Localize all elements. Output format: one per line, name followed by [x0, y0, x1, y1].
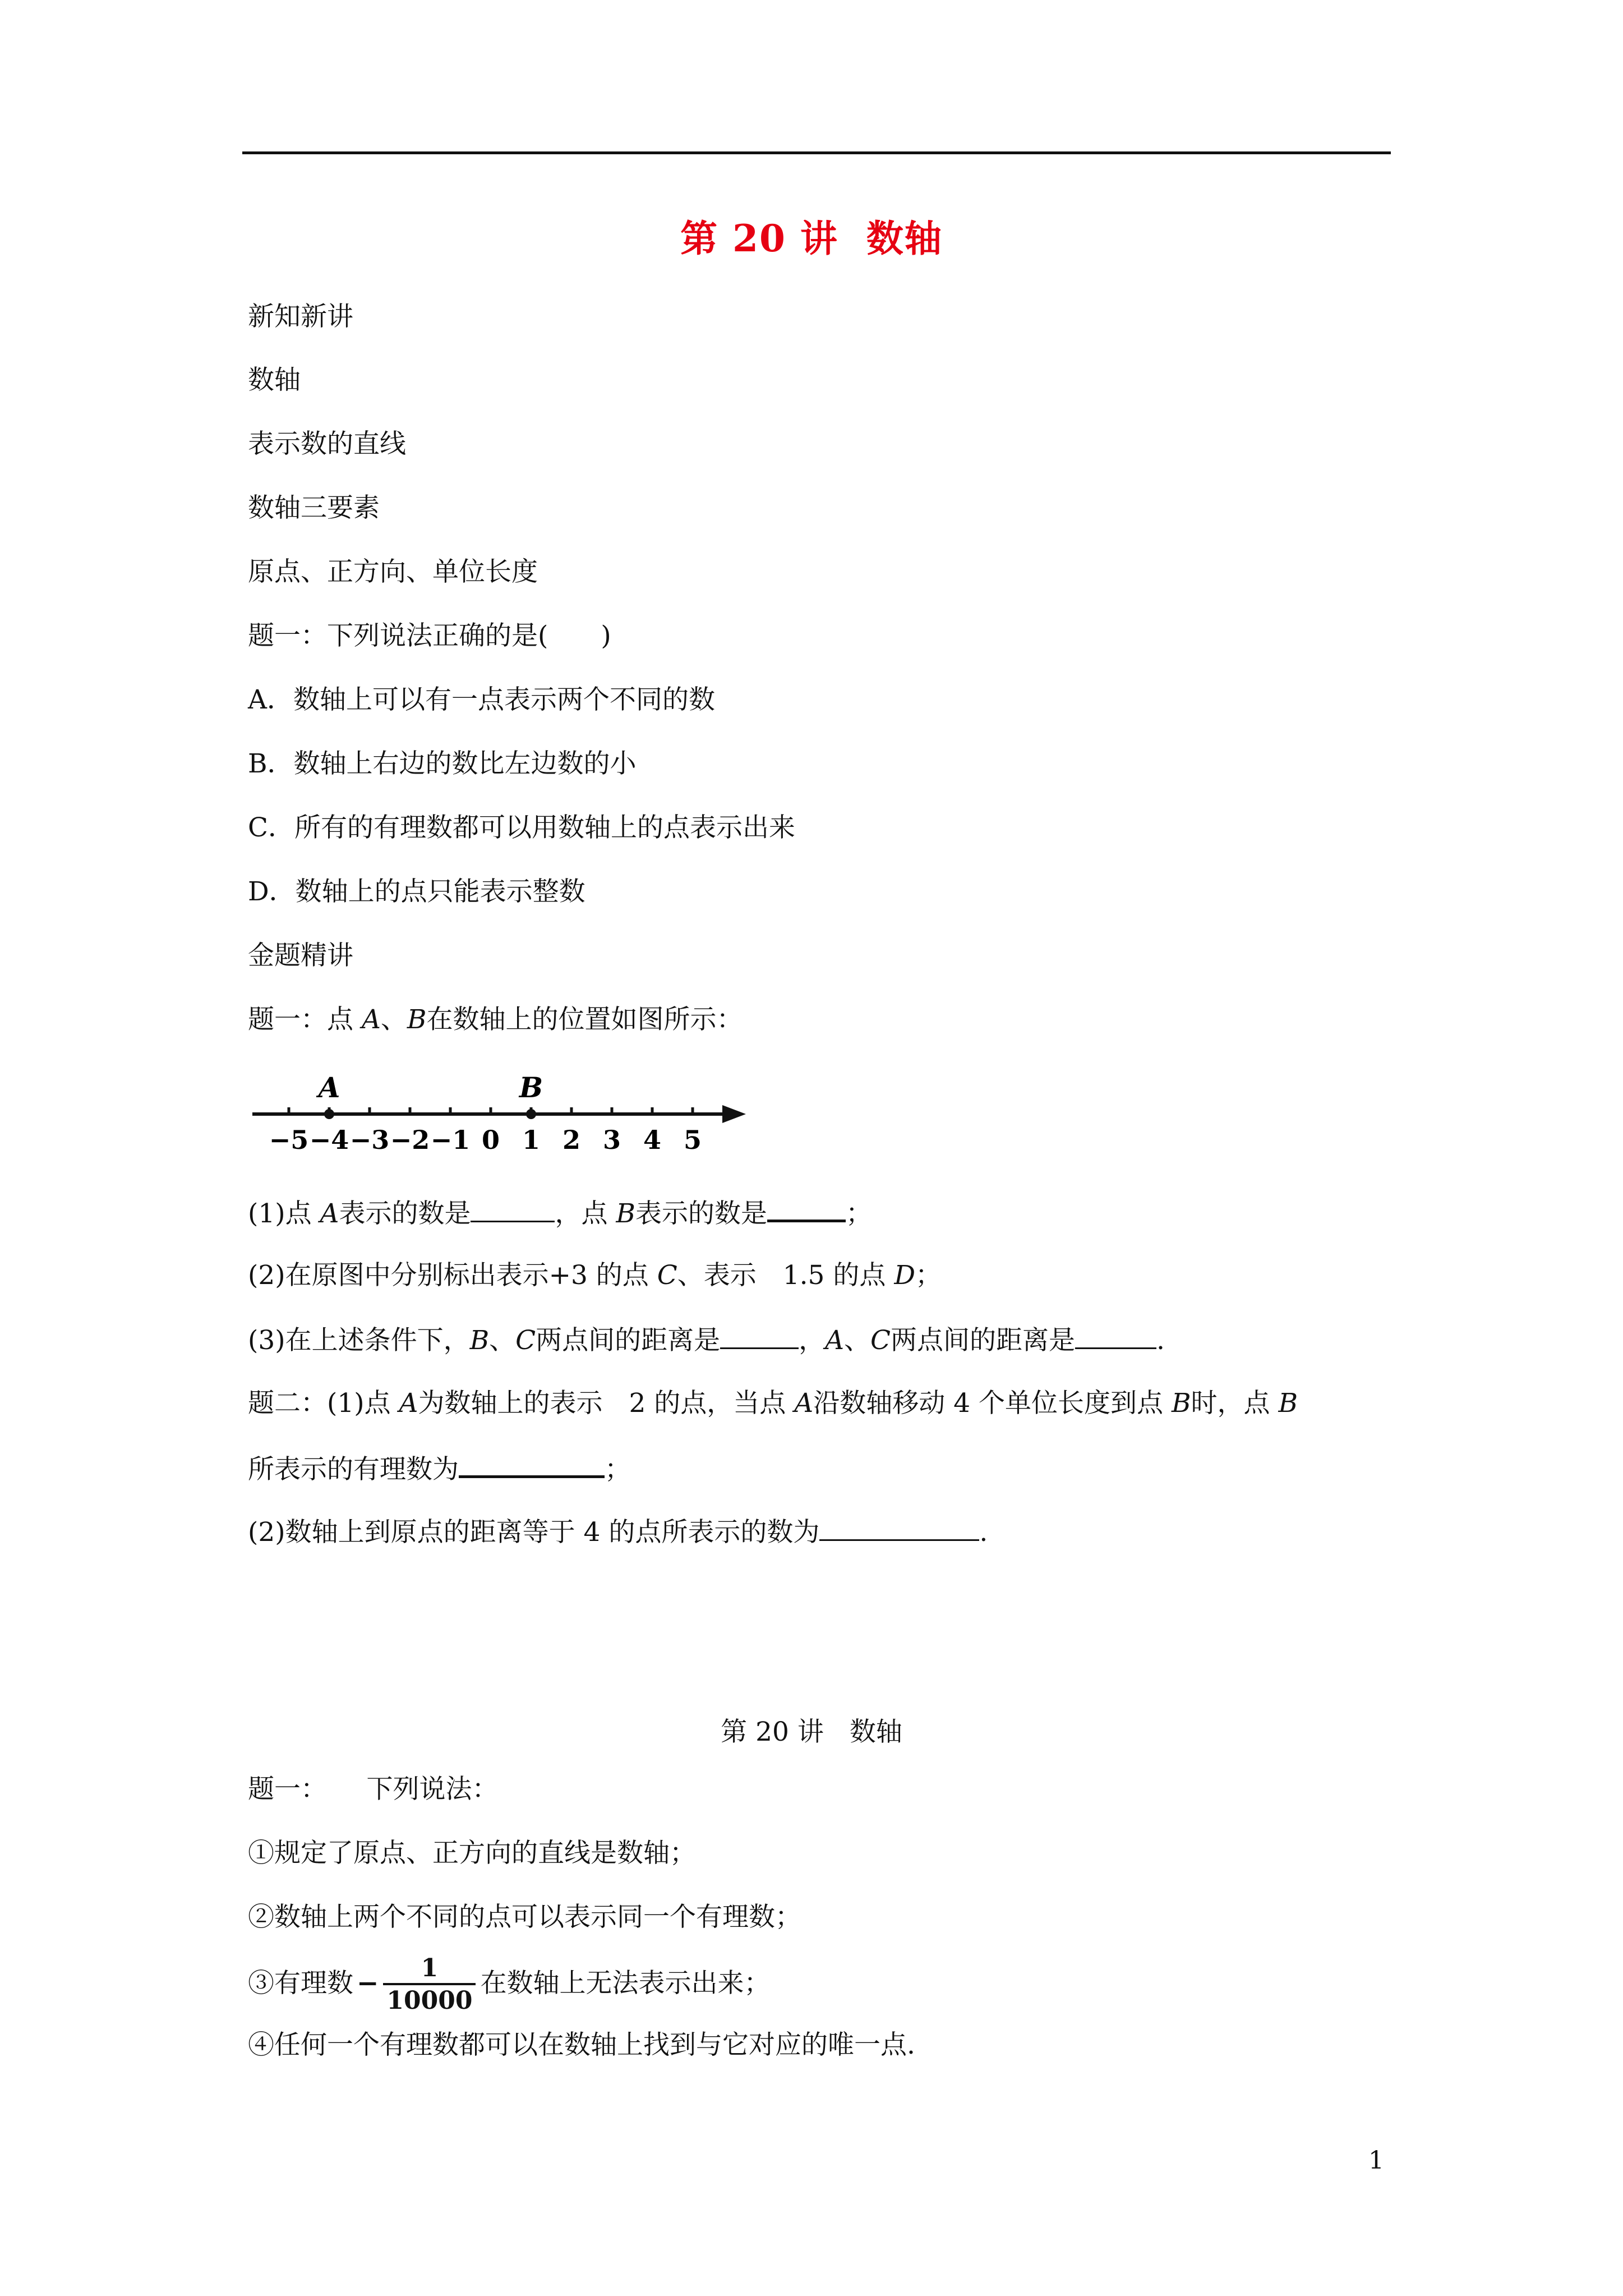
sub-question-1 — [248, 1195, 872, 1231]
text: 所表示的有理数为 — [248, 1454, 459, 1485]
text: ， — [799, 1325, 826, 1356]
text: ； — [915, 1260, 942, 1291]
question-1-stem: 题一：下列说法正确的是( ) — [248, 620, 611, 651]
tick-label: −3 — [349, 1125, 390, 1155]
option-c: C．所有的有理数都可以用数轴上的点表示出来 — [248, 812, 795, 843]
text: 为数轴上的表示 2 的点，当点 — [418, 1388, 795, 1419]
answer-blank[interactable] — [819, 1515, 979, 1541]
text: 、 — [380, 1004, 407, 1035]
tick-label: −4 — [309, 1125, 349, 1155]
minus-sign: − — [357, 1968, 379, 1999]
statement-4: ④任何一个有理数都可以在数轴上找到与它对应的唯一点. — [248, 2030, 915, 2060]
number-line-figure — [241, 1060, 746, 1161]
section-2-prefix: 第 20 讲 — [721, 1717, 824, 1747]
var-a: A — [320, 1198, 339, 1229]
three-elements-list: 原点、正方向、单位长度 — [248, 556, 538, 587]
exercise-1-stem: 题一： 下列说法： — [248, 1774, 499, 1805]
text: 表示的数是 — [635, 1198, 767, 1229]
text: 在数轴上的位置如图所示： — [426, 1004, 743, 1035]
statement-1: ①规定了原点、正方向的直线是数轴； — [248, 1838, 696, 1869]
fraction-denominator: 10000 — [386, 1986, 473, 2015]
answer-blank[interactable] — [1075, 1323, 1156, 1349]
var-a: A — [399, 1388, 418, 1419]
text: ，点 — [555, 1198, 616, 1229]
text: 、 — [844, 1325, 871, 1356]
section-2-main: 数轴 — [849, 1717, 902, 1747]
gold-question-2-part-2 — [248, 1515, 988, 1549]
point-a-dot — [324, 1109, 334, 1119]
text: ； — [845, 1198, 872, 1229]
var-c: C — [515, 1325, 536, 1356]
gold-question-2-part-1 — [248, 1387, 1298, 1420]
section-2-title — [0, 1711, 1623, 1749]
text: ； — [605, 1454, 631, 1485]
text: (3)在上述条件下， — [248, 1325, 470, 1356]
text: ③有理数 — [248, 1968, 353, 1999]
var-b: B — [1278, 1388, 1298, 1419]
var-d: D — [894, 1260, 916, 1291]
text: 、表示 1.5 的点 — [677, 1260, 895, 1291]
sub-question-3 — [248, 1323, 1165, 1358]
text: (2)在原图中分别标出表示+3 的点 — [248, 1260, 657, 1291]
text: 题一：点 — [248, 1004, 362, 1035]
title-prefix: 第 20 讲 — [680, 217, 838, 260]
header-rule — [242, 151, 1391, 154]
gold-question-2-part-1-cont — [248, 1451, 631, 1487]
var-b: B — [407, 1004, 427, 1035]
tick-label: −1 — [430, 1125, 471, 1155]
text: . — [979, 1517, 988, 1548]
fraction — [383, 1954, 476, 2017]
statement-3 — [248, 1950, 770, 2017]
var-b: B — [1171, 1388, 1191, 1419]
text: 两点间的距离是 — [536, 1325, 721, 1356]
page-number: 1 — [1368, 2146, 1384, 2175]
sub-question-2 — [248, 1259, 942, 1292]
definition: 表示数的直线 — [248, 429, 406, 459]
tick-label: 4 — [643, 1125, 662, 1155]
text: (2)数轴上到原点的距离等于 4 的点所表示的数为 — [248, 1517, 820, 1548]
text: 在数轴上无法表示出来； — [480, 1968, 771, 1999]
title-main: 数轴 — [866, 217, 943, 260]
tick-label: 3 — [602, 1125, 621, 1155]
tick-label: 1 — [522, 1125, 541, 1155]
tick-label: 0 — [481, 1125, 500, 1155]
answer-blank[interactable] — [720, 1323, 799, 1349]
statement-2: ②数轴上两个不同的点可以表示同一个有理数； — [248, 1902, 801, 1932]
section-label-new-knowledge: 新知新讲 — [248, 301, 353, 332]
tick-label: 5 — [683, 1125, 702, 1155]
text: 时，点 — [1191, 1388, 1279, 1419]
fraction-numerator: 1 — [383, 1954, 476, 1985]
section-label-gold-questions: 金题精讲 — [248, 940, 353, 971]
answer-blank[interactable] — [767, 1195, 846, 1222]
text: 沿数轴移动 4 个单位长度到点 — [813, 1388, 1172, 1419]
number-line-labels — [269, 1125, 702, 1155]
option-a: A．数轴上可以有一点表示两个不同的数 — [248, 684, 715, 715]
tick-label: −2 — [390, 1125, 430, 1155]
var-a: A — [794, 1388, 814, 1419]
point-b-label: B — [519, 1071, 543, 1104]
var-c: C — [870, 1325, 891, 1356]
term-three-elements: 数轴三要素 — [248, 493, 380, 523]
point-b-dot — [526, 1109, 536, 1119]
option-d: D．数轴上的点只能表示整数 — [248, 876, 585, 907]
var-a: A — [825, 1325, 845, 1356]
text: 两点间的距离是 — [891, 1325, 1076, 1356]
text: 题二：(1)点 — [248, 1388, 399, 1419]
text: . — [1156, 1325, 1165, 1356]
tick-label: 2 — [562, 1125, 581, 1155]
gold-question-1-stem — [248, 1003, 743, 1037]
term-number-line: 数轴 — [248, 365, 301, 395]
var-b: B — [616, 1198, 635, 1229]
text: 表示的数是 — [339, 1198, 471, 1229]
answer-blank[interactable] — [459, 1451, 605, 1478]
tick-label: −5 — [269, 1125, 309, 1155]
page-title — [0, 209, 1623, 262]
number-line-points — [316, 1071, 543, 1119]
text: 、 — [489, 1325, 516, 1356]
var-a: A — [361, 1004, 381, 1035]
point-a-label: A — [318, 1071, 340, 1104]
var-b: B — [469, 1325, 490, 1356]
var-c: C — [657, 1260, 677, 1291]
answer-blank[interactable] — [471, 1196, 555, 1222]
number-line-arrow — [722, 1105, 746, 1123]
option-b: B．数轴上右边的数比左边数的小 — [248, 748, 637, 779]
text: (1)点 — [248, 1198, 320, 1229]
